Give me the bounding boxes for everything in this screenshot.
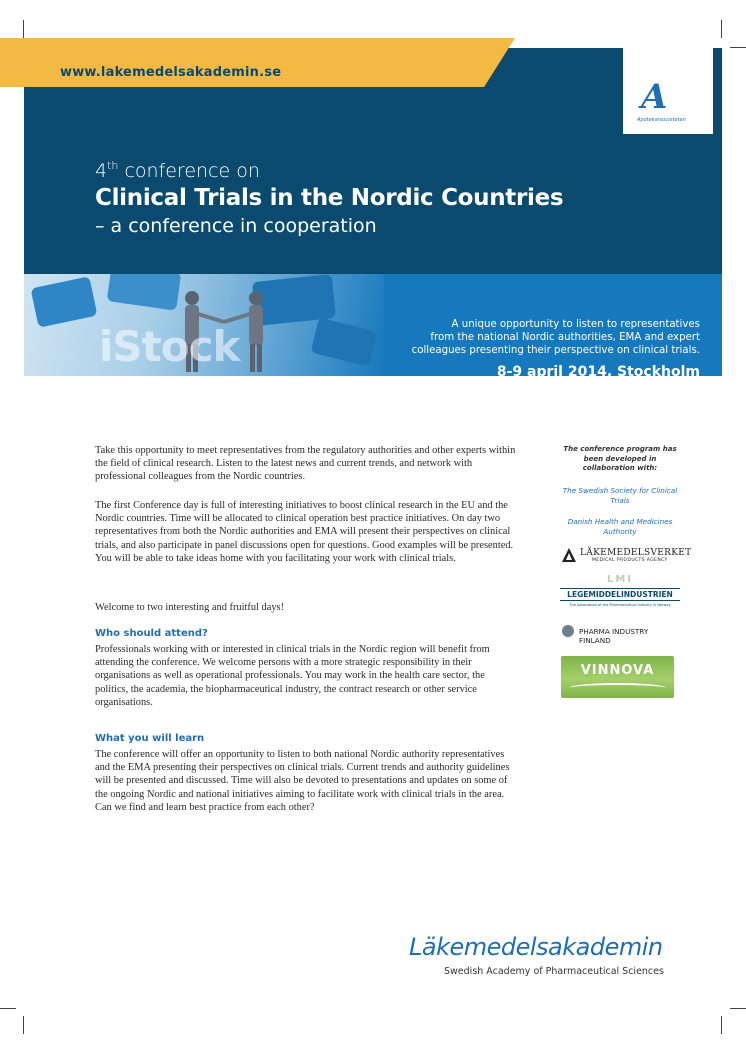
intro-paragraph: Take this opportunity to meet representatives from the regulatory authorities and other experts within the field of clinical research. Listen to the latest news and current trends, and network with professional colleagues from the Nordic countries. [95,445,516,483]
footer-brand-subtitle: Swedish Academy of Pharmaceutical Sciences [444,966,664,977]
page-subtitle: – a conference in cooperation [95,215,377,237]
apotekarsocieteten-logo [623,38,713,134]
handshake-photo [24,274,384,376]
logo-a-icon: A [641,77,668,117]
learn-paragraph: The conference will offer an opportunity to listen to both national Nordic authority representatives and the EMA presenting their perspectives on clinical trials. Current trends and authority guidelines will be presented and discussed. Time will also be devoted to presentations and updates on some of the ongoing Nordic and national initiatives aiming to facilitate work with clinical trials in the area. Can we find and learn best practice from each other? [95,749,510,813]
footer-brand: Läkemedelsakademin [409,933,663,961]
crop-mark [730,1008,746,1009]
vinnova-wave-icon [569,683,666,693]
conference-number: 4th conference on [95,159,260,182]
lmi-logo-name: LEGEMIDDELINDUSTRIEN [560,588,680,601]
section-heading-attend: Who should attend? [95,628,208,639]
website-link[interactable]: www.lakemedelsakademin.se [60,65,282,80]
page-title: Clinical Trials in the Nordic Countries [95,185,564,211]
crop-mark [0,1008,16,1009]
band-description: A unique opportunity to listen to representatives from the national Nordic authorities, EMA and expert colleagues presenting their perspective on clinical trials. [411,319,700,356]
lmi-logo-abbr: LMI [606,574,634,585]
section-heading-learn: What you will learn [95,733,205,744]
crop-mark [23,20,24,38]
crop-mark [23,1016,24,1034]
lakemedelsverket-icon [562,548,576,562]
puzzle-piece [30,276,97,328]
lakemedelsverket-logo: LÄKEMEDELSVERKET MEDICAL PRODUCTS AGENCY [562,547,677,567]
pharma-industry-finland-logo: PHARMA INDUSTRY FINLAND [562,625,680,639]
pif-icon [562,625,574,637]
welcome-paragraph: Welcome to two interesting and fruitful days! [95,602,285,613]
partner-danish-authority: Danish Health and Medicines Authority [567,517,673,536]
lmi-logo-caption: The Association of the Pharmaceutical Industry in Norway [569,603,671,607]
crop-mark [730,47,746,48]
watermark: iStock [99,322,240,371]
vinnova-logo: VINNOVA [561,656,674,698]
event-date: 8-9 april 2014, Stockholm [496,364,700,380]
partner-swedish-society: The Swedish Society for Clinical Trials [562,486,678,505]
crop-mark [721,1016,722,1034]
logo-caption: Apotekarsocieteten [637,117,686,123]
day-paragraph: The first Conference day is full of interesting initiatives to boost clinical research in the EU and the Nordic countries. Time will be allocated to clinical operation best practice initiatives. On day two representatives from both the Nordic authorities and EMA will present their perspectives on clinical trials, and also participate in panel discussions open for questions. Good examples will be presented. You will be able to take ideas home with you facilitating your work with clinical trials. [95,500,514,564]
collaboration-intro: The conference program has been developed in collaboration with: [563,445,677,472]
attend-paragraph: Professionals working with or interested in clinical trials in the Nordic region will benefit from attending the conference. We welcome persons with a more strategic responsibility in their organisations as well as operational professionals. You may work in the health care sector, the politics, the academia, the biopharmaceutical industry, the contract research or other service organisations. [95,644,490,708]
crop-mark [721,20,722,38]
